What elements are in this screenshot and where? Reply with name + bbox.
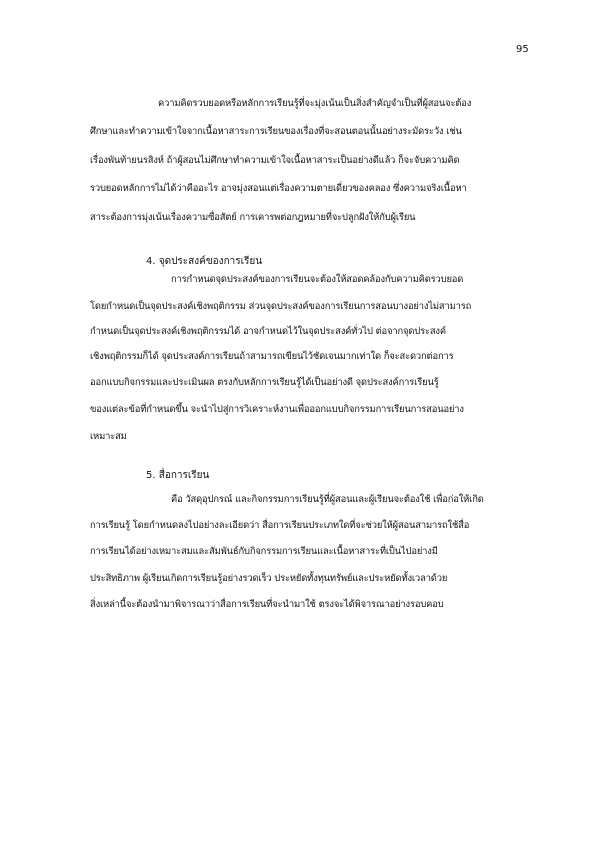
paragraph-line: เชิงพฤติกรรมก็ได้ จุดประสงค์การเรียนถ้าสามารถเขียนไว้ชัดเจนมากเท่าใด ก็จะสะดวกต่อการ	[90, 351, 454, 362]
paragraph-line: สิ่งเหล่านี้จะต้องนำมาพิจารณาว่าสื่อการเรียนที่จะนำมาใช้ ตรงจะได้พิจารณาอย่างรอบคอบ	[90, 599, 444, 610]
paragraph-line: การกำหนดจุดประสงค์ของการเรียนจะต้องให้สอดคล้องกับความคิดรวบยอด	[171, 274, 464, 285]
paragraph-line: สาระต้องการมุ่งเน้นเรื่องความซื่อสัตย์ การเคารพต่อกฎหมายที่จะปลูกฝังให้กับผู้เรียน	[90, 212, 416, 223]
paragraph-line: โดยกำหนดเป็นจุดประสงค์เชิงพฤติกรรม ส่วนจุดประสงค์ของการเรียนการสอนบางอย่างไม่สามารถ	[90, 301, 472, 312]
paragraph-line: ของแต่ละข้อที่กำหนดขึ้น จะนำไปสู่การวิเคราะห์งานเพื่อออกแบบกิจกรรมการเรียนการสอนอย่าง	[90, 404, 464, 415]
paragraph-line: คือ วัสดุอุปกรณ์ และกิจกรรมการเรียนรู้ที่ผู้สอนและผู้เรียนจะต้องใช้ เพื่อก่อให้เกิด	[171, 494, 484, 505]
paragraph-line: เหมาะสม	[90, 431, 127, 442]
paragraph-line: การเรียนได้อย่างเหมาะสมและสัมพันธ์กับกิจกรรมการเรียนและเนื้อหาสาระที่เป็นไปอย่างมี	[90, 546, 438, 557]
paragraph-line: รวบยอดหลักการไม่ได้ว่าคืออะไร อาจมุ่งสอนแต่เรื่องความตายเดี่ยวของคลอง ซึ่งความจริงเนื้อหา	[90, 183, 467, 194]
paragraph-line: ความคิดรวบยอดหรือหลักการเรียนรู้ที่จะมุ่งเน้นเป็นสิ่งสำคัญจำเป็นที่ผู้สอนจะต้อง	[158, 98, 472, 109]
section-heading: 5. สื่อการเรียน	[146, 470, 210, 481]
section-heading: 4. จุดประสงค์ของการเรียน	[146, 256, 263, 267]
page-number: 95	[516, 44, 529, 55]
paragraph-line: ประสิทธิภาพ ผู้เรียนเกิดการเรียนรู้อย่างรวดเร็ว ประหยัดทั้งทุนทรัพย์และประหยัดทั้งเวลาด้วย	[90, 573, 448, 584]
paragraph-line: เรื่องพันท้ายนรสิงห์ ถ้าผู้สอนไม่ศึกษาทำความเข้าใจเนื้อหาสาระเป็นอย่างดีแล้ว ก็จะจับความคิด	[90, 155, 460, 166]
paragraph-line: ออกแบบกิจกรรมและประเมินผล ตรงกับหลักการเรียนรู้ได้เป็นอย่างดี จุดประสงค์การเรียนรู้	[90, 377, 439, 388]
paragraph-line: การเรียนรู้ โดยกำหนดลงไปอย่างละเอียดว่า สื่อการเรียนประเภทใดที่จะช่วยให้ผู้สอนสามารถใช้สื่อ	[90, 520, 470, 531]
paragraph-line: กำหนดเป็นจุดประสงค์เชิงพฤติกรรมได้ อาจกำหนดไว้ในจุดประสงค์ทั่วไป ต่อจากจุดประสงค์	[90, 326, 446, 337]
paragraph-line: ศึกษาและทำความเข้าใจจากเนื้อหาสาระการเรียนของเรื่องที่จะสอนตอนนั้นอย่างระมัดระวัง เช่น	[90, 126, 462, 137]
